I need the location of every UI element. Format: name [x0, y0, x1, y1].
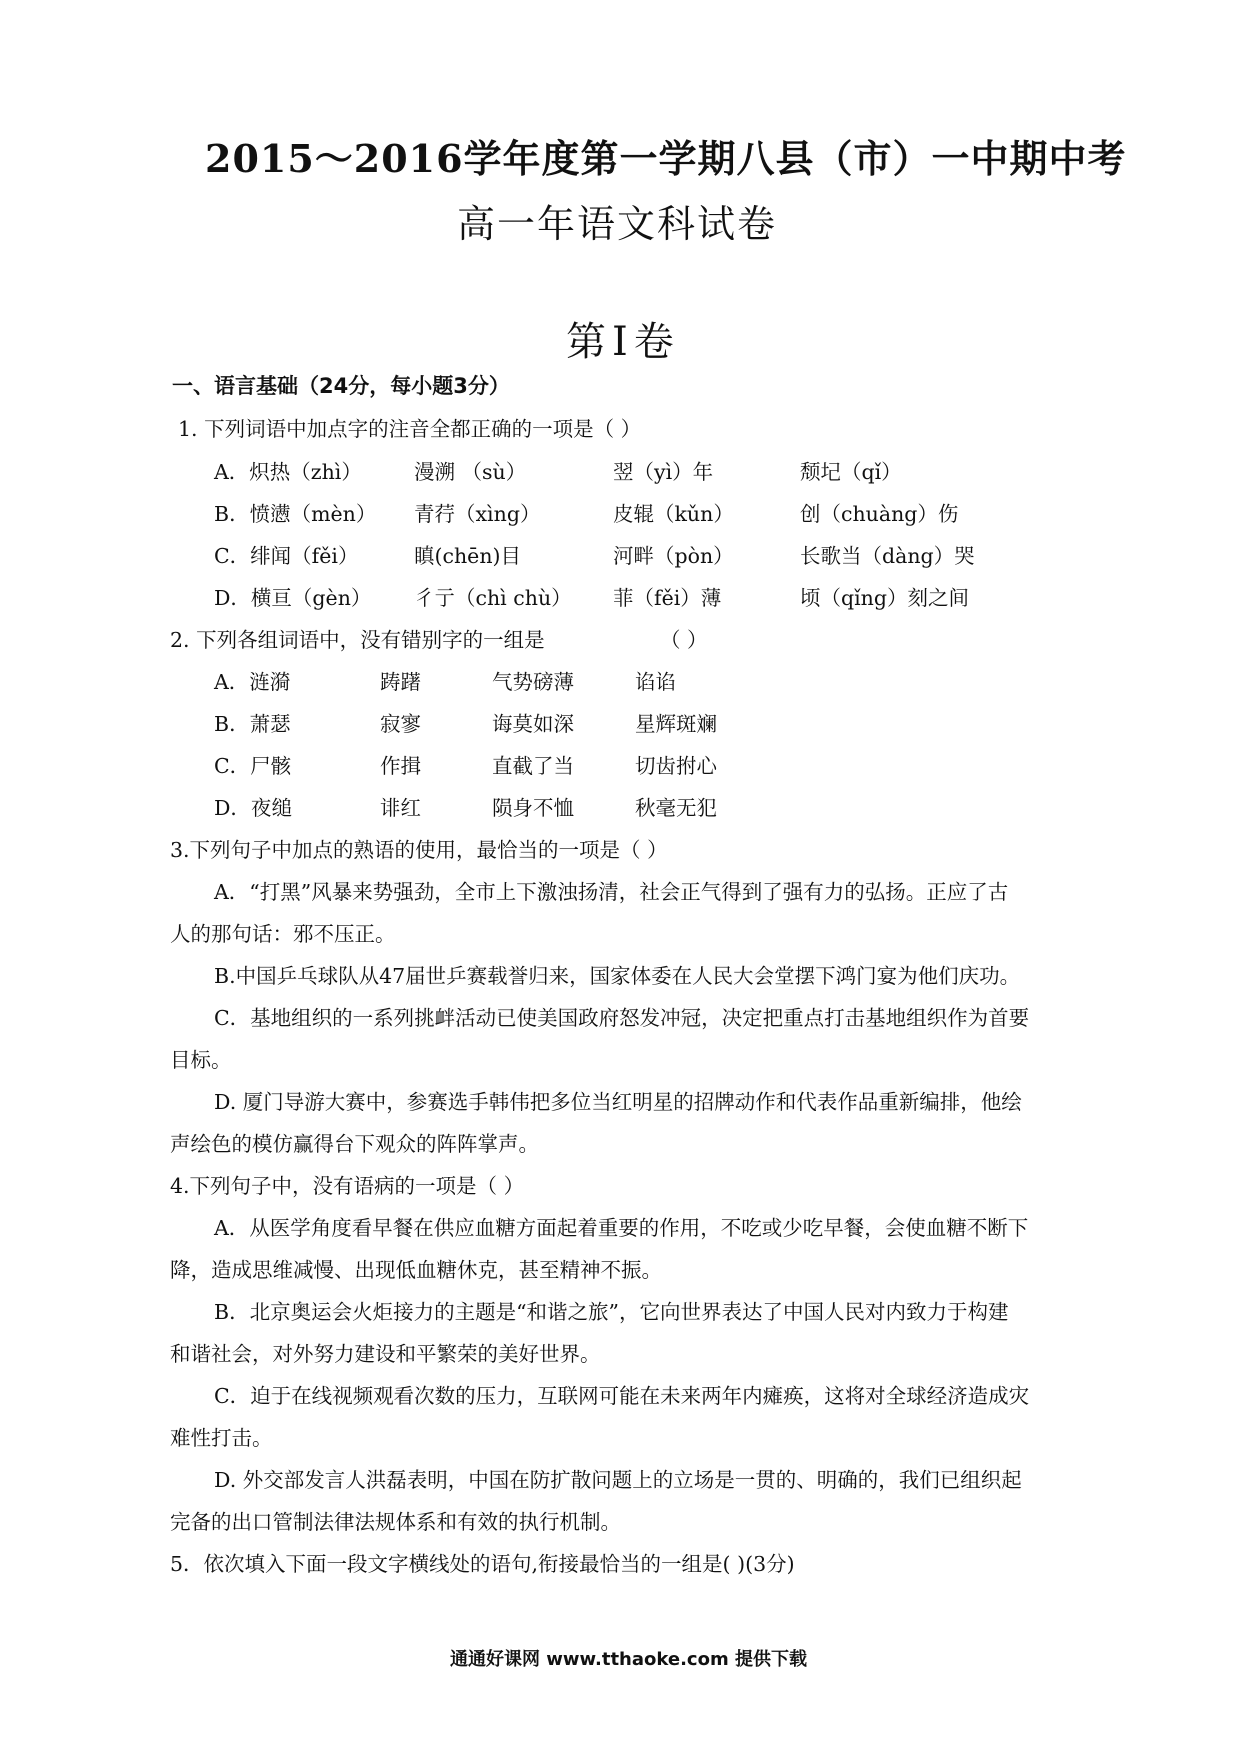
q1-option-b-4: 创（chuàng）伤	[800, 502, 959, 526]
q1-option-c-3: 河畔（pòn）	[613, 544, 734, 568]
q3-option-c-line1: C．基地组织的一系列挑衅活动已使美国政府怒发冲冠，决定把重点打击基地组织作为首要	[214, 1006, 1030, 1030]
q2-option-d-3: 陨身不恤	[492, 796, 574, 820]
q2-option-b-3: 诲莫如深	[492, 712, 574, 736]
q5-stem: 5．依次填入下面一段文字横线处的语句,衔接最恰当的一组是( )(3分)	[170, 1552, 795, 1576]
q3-stem: 3.下列句子中加点的熟语的使用，最恰当的一项是（ ）	[170, 838, 668, 862]
volume-heading: 第Ⅰ卷	[566, 319, 680, 365]
q3-option-c-line2: 目标。	[170, 1048, 232, 1072]
q2-option-b-2: 寂寥	[380, 712, 421, 736]
q2-option-c-4: 切齿拊心	[635, 754, 717, 778]
q1-option-b-2: 青荇（xìng）	[414, 502, 541, 526]
q1-option-c-1: C．绯闻（fěi）	[214, 544, 359, 568]
q2-option-a-2: 踌躇	[380, 670, 421, 694]
q2-answer-paren: （ ）	[660, 628, 708, 652]
q2-option-d-2: 诽红	[380, 796, 421, 820]
q4-stem: 4.下列句子中，没有语病的一项是（ ）	[170, 1174, 525, 1198]
q4-option-c-line2: 难性打击。	[170, 1426, 273, 1450]
q2-option-a-4: 谄谄	[635, 670, 676, 694]
q2-option-d-4: 秋毫无犯	[635, 796, 717, 820]
q4-option-b-line1: B．北京奥运会火炬接力的主题是“和谐之旅”，它向世界表达了中国人民对内致力于构建	[214, 1300, 1009, 1324]
q1-option-c-4: 长歌当（dàng）哭	[800, 544, 975, 568]
q4-option-d-line1: D. 外交部发言人洪磊表明，中国在防扩散问题上的立场是一贯的、明确的，我们已组织起	[214, 1468, 1022, 1492]
q1-option-a-4: 颓圮（qǐ）	[800, 460, 902, 484]
exam-title: 2015～2016学年度第一学期八县（市）一中期中考	[205, 136, 1127, 181]
q1-option-a-3: 翌（yì）年	[613, 460, 714, 484]
q1-option-d-3: 菲（fěi）薄	[613, 586, 722, 610]
q2-option-c-2: 作揖	[380, 754, 421, 778]
q2-option-d-1: D．夜缒	[214, 796, 292, 820]
q3-option-d-line1: D. 厦门导游大赛中，参赛选手韩伟把多位当红明星的招牌动作和代表作品重新编排，他绘	[214, 1090, 1022, 1114]
q4-option-a-line1: A．从医学角度看早餐在供应血糖方面起着重要的作用，不吃或少吃早餐，会使血糖不断下	[214, 1216, 1029, 1240]
q2-option-b-1: B．萧瑟	[214, 712, 291, 736]
q2-option-c-1: C．尸骸	[214, 754, 292, 778]
q3-option-d-line2: 声绘色的模仿赢得台下观众的阵阵掌声。	[170, 1132, 539, 1156]
q2-option-c-3: 直截了当	[492, 754, 574, 778]
q4-option-a-line2: 降，造成思维减慢、出现低血糖休克，甚至精神不振。	[170, 1258, 662, 1282]
q1-option-d-1: D．横亘（gèn）	[214, 586, 372, 610]
q3-option-a-line2: 人的那句话：邪不压正。	[170, 922, 396, 946]
q1-option-c-2: 瞋(chēn)目	[414, 544, 522, 568]
q2-option-b-4: 星辉斑斓	[635, 712, 717, 736]
exam-subtitle: 高一年语文科试卷	[457, 202, 778, 246]
q1-option-a-1: A．炽热（zhì）	[214, 460, 362, 484]
q3-option-a-line1: A．“打黑”风暴来势强劲，全市上下激浊扬清，社会正气得到了强有力的弘扬。正应了古	[214, 880, 1009, 904]
q4-option-d-line2: 完备的出口管制法律法规体系和有效的执行机制。	[170, 1510, 621, 1534]
q1-option-b-3: 皮辊（kǔn）	[613, 502, 734, 526]
q1-option-d-2: 彳亍（chì chù）	[414, 586, 572, 610]
q4-option-c-line1: C．迫于在线视频观看次数的压力，互联网可能在未来两年内瘫痪，这将对全球经济造成灾	[214, 1384, 1030, 1408]
q2-stem: 2. 下列各组词语中，没有错别字的一组是	[170, 628, 545, 652]
q1-option-b-1: B．愤懑（mèn）	[214, 502, 377, 526]
section-heading: 一、语言基础（24分，每小题3分）	[172, 374, 510, 398]
q4-option-b-line2: 和谐社会，对外努力建设和平繁荣的美好世界。	[170, 1342, 601, 1366]
q1-option-d-4: 顷（qǐng）刻之间	[800, 586, 970, 610]
q2-option-a-1: A．涟漪	[214, 670, 291, 694]
q3-option-b-line1: B.中国乒乓球队从47届世乒赛载誉归来，国家体委在人民大会堂摆下鸿门宴为他们庆功。	[214, 964, 1021, 988]
q1-stem: 1. 下列词语中加点字的注音全都正确的一项是（ ）	[178, 417, 642, 441]
footer-download-note: 通通好课网 www.tthaoke.com 提供下载	[450, 1649, 807, 1670]
q2-option-a-3: 气势磅薄	[492, 670, 574, 694]
q1-option-a-2: 漫溯 （sù）	[414, 460, 527, 484]
